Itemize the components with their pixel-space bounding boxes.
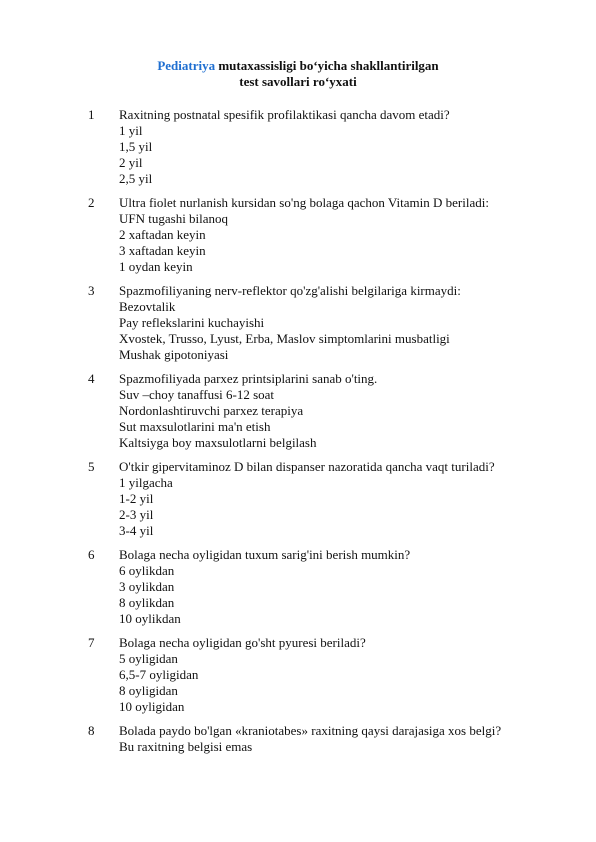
answer-option: 1 yil [119,123,143,138]
answer-option: 3 xaftadan keyin [119,243,206,258]
question-text: Ultra fiolet nurlanish kursidan so'ng bolaga qachon Vitamin D beriladi: [119,195,489,210]
question-body [119,371,558,451]
answer-option: UFN tugashi bilanoq [119,211,229,226]
question-text: Bolada paydo bo'lgan «kraniotabes» raxitning qaysi darajasiga xos belgi? [119,723,502,738]
answer-option: Suv –choy tanaffusi 6-12 soat [119,387,275,402]
answer-option: Mushak gipotoniyasi [119,347,229,362]
answer-option: 1,5 yil [119,139,153,154]
question-number: 2 [88,195,95,210]
answer-option: 2 xaftadan keyin [119,227,206,242]
answer-option: 6,5-7 oyligidan [119,667,199,682]
answer-option: 3 oylikdan [119,579,175,594]
title-rest: mutaxassisligi bo‘yicha shakllantirilgan [215,58,439,73]
question-body [119,195,558,275]
question-number: 5 [88,459,95,474]
answer-option: Bezovtalik [119,299,176,314]
question-item [88,283,558,363]
answer-option: 6 oylikdan [119,563,175,578]
question-number: 1 [88,107,95,122]
question-item [88,635,558,715]
answer-option: Sut maxsulotlarini ma'n etish [119,419,271,434]
question-item [88,107,558,187]
answer-option: 1 yilgacha [119,475,173,490]
question-number: 4 [88,371,95,386]
question-text: Bolaga necha oyligidan tuxum sarig'ini berish mumkin? [119,547,411,562]
answer-option: Bu raxitning belgisi emas [119,739,253,754]
question-body [119,723,558,755]
question-number: 7 [88,635,95,650]
document-header [0,58,596,90]
answer-option: 8 oylikdan [119,595,175,610]
question-body [119,283,558,363]
question-body [119,547,558,627]
answer-option: 8 oyligidan [119,683,178,698]
question-text: Raxitning postnatal spesifik profilaktikasi qancha davom etadi? [119,107,450,122]
answer-option: 2-3 yil [119,507,154,522]
question-item [88,723,558,755]
question-number: 6 [88,547,95,562]
question-text: Spazmofiliyaning nerv-reflektor qo'zg'alishi belgilariga kirmaydi: [119,283,461,298]
answer-option: 2,5 yil [119,171,153,186]
answer-option: Xvostek, Trusso, Lyust, Erba, Maslov simptomlarini musbatligi [119,331,450,346]
answer-option: 1-2 yil [119,491,154,506]
answer-option: 2 yil [119,155,143,170]
question-list [88,107,558,763]
answer-option: 3-4 yil [119,523,154,538]
question-number: 3 [88,283,95,298]
question-text: Bolaga necha oyligidan go'sht pyuresi beriladi? [119,635,366,650]
document-title [0,58,596,74]
answer-option: 10 oylikdan [119,611,181,626]
question-text: Spazmofiliyada parxez printsiplarini sanab o'ting. [119,371,378,386]
document-subtitle: test savollari ro‘yxati [239,74,357,89]
question-item [88,459,558,539]
question-body [119,635,558,715]
answer-option: Pay reflekslarini kuchayishi [119,315,265,330]
question-text: O'tkir gipervitaminoz D bilan dispanser nazoratida qancha vaqt turiladi? [119,459,495,474]
question-body [119,107,558,187]
title-accent: Pediatriya [157,58,216,73]
answer-option: 10 oyligidan [119,699,185,714]
answer-option: 5 oyligidan [119,651,178,666]
answer-option: Kaltsiyga boy maxsulotlarni belgilash [119,435,317,450]
question-item [88,371,558,451]
answer-option: 1 oydan keyin [119,259,193,274]
question-number: 8 [88,723,95,738]
question-body [119,459,558,539]
answer-option: Nordonlashtiruvchi parxez terapiya [119,403,304,418]
question-item [88,547,558,627]
question-item [88,195,558,275]
